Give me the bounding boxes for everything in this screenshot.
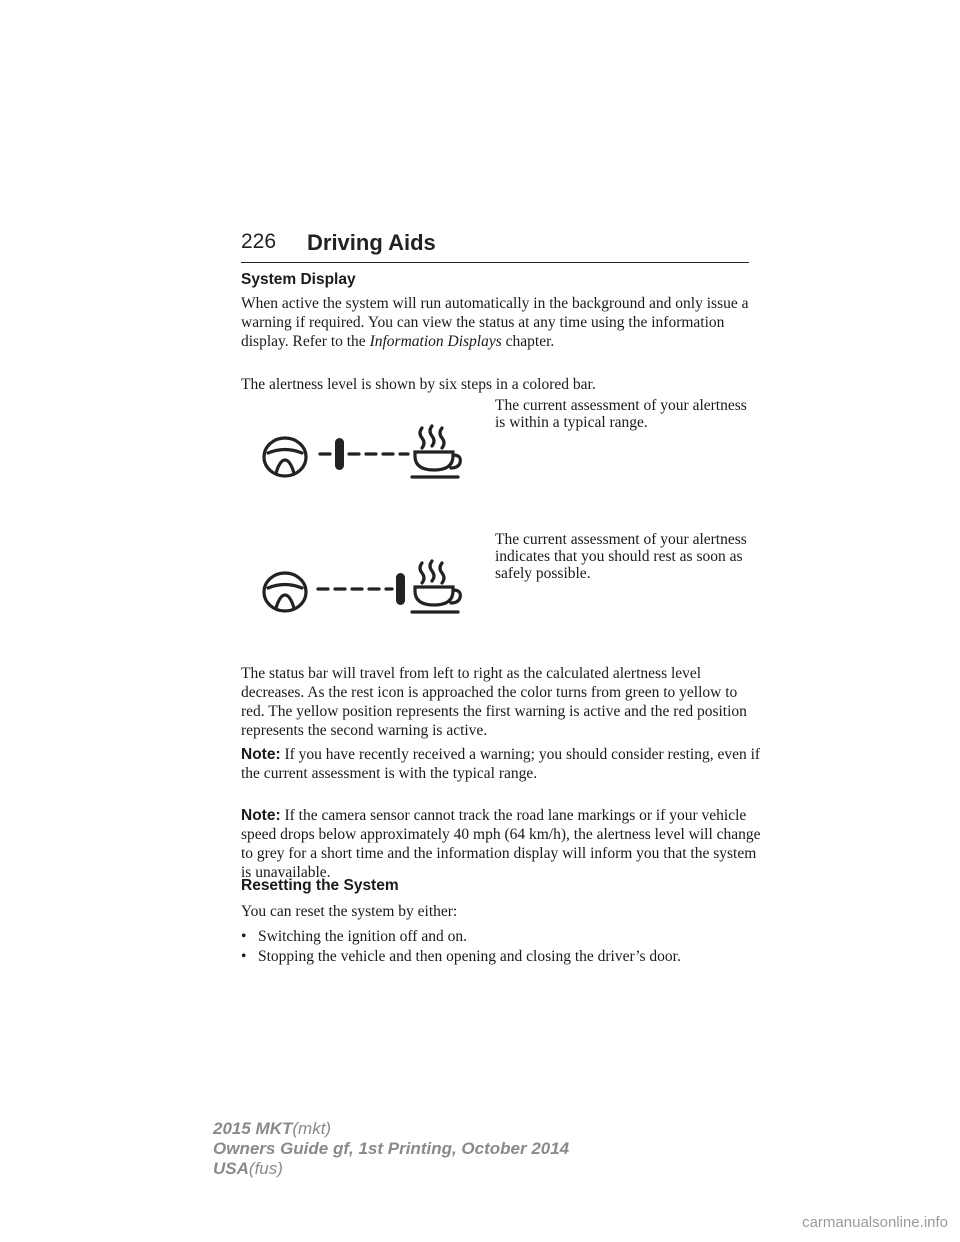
- section-title-system-display: System Display: [241, 271, 356, 288]
- chapter-reference: Information Displays: [369, 333, 502, 350]
- reset-intro: You can reset the system by either:: [241, 903, 458, 920]
- note-camera-sensor: Note: If the camera sensor cannot track the road lane markings or if your vehicle speed drops below approximately 40 mph (64 km/h), the alertness level will change to grey for a short time and the information display will inform you that the system is unavailable.: [241, 807, 761, 881]
- chapter-title: Driving Aids: [307, 230, 436, 255]
- status-bar-paragraph: The status bar will travel from left to right as the calculated alertness level decreases. As the rest icon is approached the color turns from green to yellow to red. The yellow position represents the first warning is active and the red position represents the second warning is active.: [241, 665, 747, 739]
- watermark: carmanualsonline.info: [802, 1214, 948, 1231]
- page-number: 226: [241, 230, 277, 253]
- alertness-rest-icon: [260, 555, 465, 617]
- bullet-icon: •: [241, 948, 247, 965]
- print-footer: 2015 MKT(mkt) Owners Guide gf, 1st Printing, October 2014 USA(fus): [213, 1119, 570, 1178]
- bullet-icon: •: [241, 928, 247, 945]
- alertness-typical-icon: [260, 420, 465, 482]
- page-header: [241, 230, 749, 263]
- figure-caption-rest: The current assessment of your alertness indicates that you should rest as soon as safely possible.: [495, 531, 747, 582]
- figure-caption-typical: The current assessment of your alertness is within a typical range.: [495, 397, 747, 431]
- note-recent-warning: Note: If you have recently received a warning; you should consider resting, even if the current assessment is with the typical range.: [241, 746, 761, 782]
- section-title-resetting: Resetting the System: [241, 877, 399, 894]
- intro-paragraph: When active the system will run automatically in the background and only issue a warning if required. You can view the status at any time using the information display. Refer to the Information Displays chapter.: [241, 295, 749, 350]
- alertness-steps-paragraph: The alertness level is shown by six steps in a colored bar.: [241, 376, 596, 393]
